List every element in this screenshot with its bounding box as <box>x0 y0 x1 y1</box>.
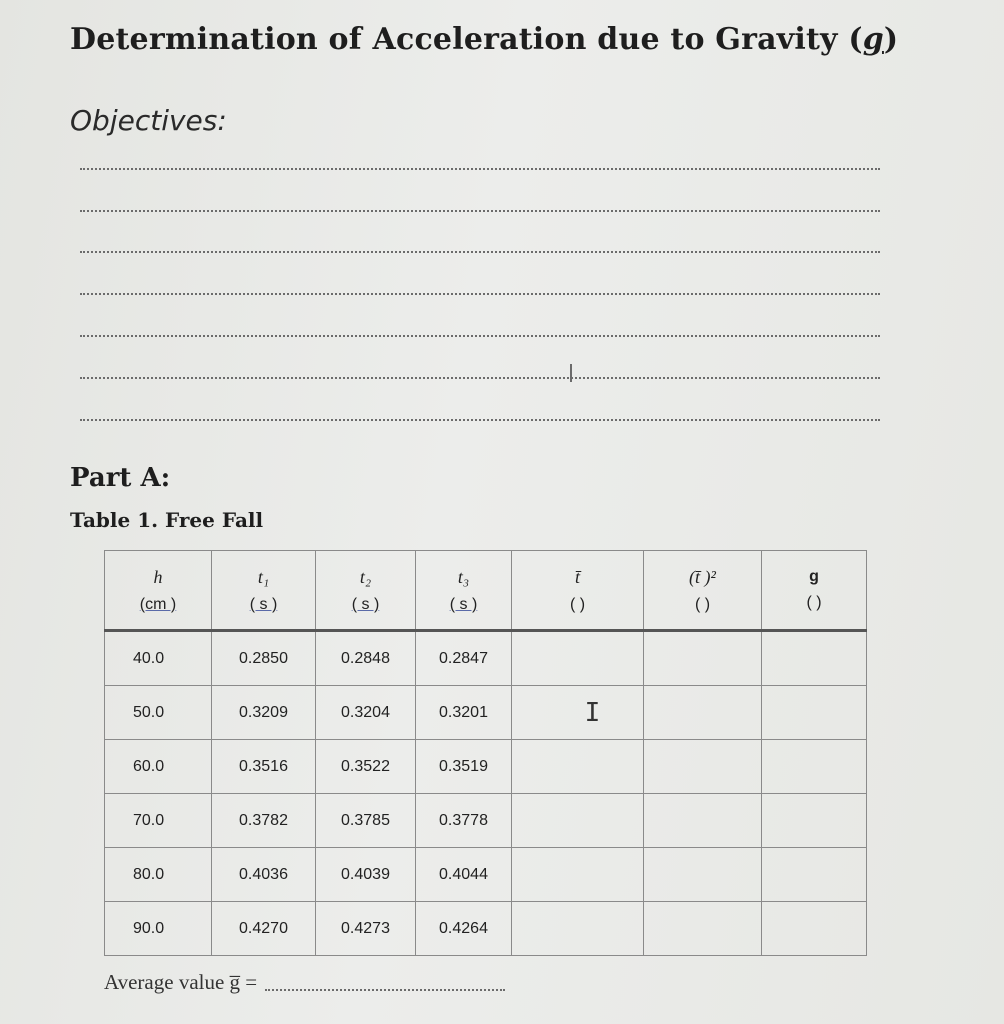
cell-g[interactable] <box>762 686 867 740</box>
cell-t-mean-squared[interactable] <box>644 740 762 794</box>
table-row <box>105 631 867 686</box>
table-row <box>105 902 867 956</box>
cell-t3: 0.3201 <box>416 686 512 740</box>
cell-g[interactable] <box>762 848 867 902</box>
cell-t1: 0.2850 <box>212 631 316 686</box>
cell-t-mean-squared[interactable] <box>644 794 762 848</box>
cell-t-mean-squared[interactable] <box>644 686 762 740</box>
cell-t-mean[interactable] <box>512 740 644 794</box>
table-caption: Table 1. Free Fall <box>70 508 264 532</box>
objectives-line-4 <box>80 293 880 295</box>
text-cursor-icon: I <box>584 697 601 728</box>
objectives-heading: Objectives: <box>70 104 227 137</box>
cell-t-mean-squared[interactable] <box>644 848 762 902</box>
cell-g[interactable] <box>762 631 867 686</box>
cell-t-mean-squared[interactable] <box>644 902 762 956</box>
cell-t2: 0.2848 <box>316 631 416 686</box>
cell-t2: 0.4273 <box>316 902 416 956</box>
table-row <box>105 686 867 740</box>
cell-t3: 0.2847 <box>416 631 512 686</box>
section-heading-part-a: Part A: <box>70 463 171 493</box>
header-h: h (cm ) <box>105 551 212 631</box>
table-row <box>105 794 867 848</box>
cell-t1: 0.3209 <box>212 686 316 740</box>
pen-mark <box>570 364 572 382</box>
cell-t-mean[interactable] <box>512 794 644 848</box>
cell-t1: 0.4270 <box>212 902 316 956</box>
objectives-line-5 <box>80 335 880 337</box>
free-fall-table <box>104 550 867 956</box>
cell-t2: 0.4039 <box>316 848 416 902</box>
cell-t-mean[interactable] <box>512 686 644 740</box>
cell-t1: 0.4036 <box>212 848 316 902</box>
header-t-mean-squared: (t̄ )² ( ) <box>644 551 762 631</box>
header-t3: t₃ ( s ) <box>416 551 512 631</box>
objectives-line-2 <box>80 210 880 212</box>
cell-h: 40.0 <box>105 631 212 686</box>
cell-t-mean[interactable] <box>512 631 644 686</box>
objectives-line-7 <box>80 419 880 421</box>
objectives-line-6 <box>80 377 880 379</box>
cell-h: 70.0 <box>105 794 212 848</box>
average-g-line <box>104 970 505 995</box>
cell-t2: 0.3785 <box>316 794 416 848</box>
header-g: g ( ) <box>762 551 867 631</box>
cell-g[interactable] <box>762 902 867 956</box>
cell-t3: 0.3519 <box>416 740 512 794</box>
objectives-line-1 <box>80 168 880 170</box>
cell-t-mean-squared[interactable] <box>644 631 762 686</box>
cell-t1: 0.3782 <box>212 794 316 848</box>
cell-t3: 0.4044 <box>416 848 512 902</box>
table-row <box>105 848 867 902</box>
cell-g[interactable] <box>762 794 867 848</box>
cell-g[interactable] <box>762 740 867 794</box>
table-row <box>105 740 867 794</box>
average-g-answer-blank[interactable] <box>265 989 505 991</box>
objectives-line-3 <box>80 251 880 253</box>
page-title: Determination of Acceleration due to Gravity (g) <box>70 22 899 57</box>
cell-h: 90.0 <box>105 902 212 956</box>
cell-h: 80.0 <box>105 848 212 902</box>
cell-t2: 0.3204 <box>316 686 416 740</box>
cell-t2: 0.3522 <box>316 740 416 794</box>
cell-t3: 0.4264 <box>416 902 512 956</box>
cell-t-mean[interactable] <box>512 902 644 956</box>
header-t1: t₁ ( s ) <box>212 551 316 631</box>
table-header-row <box>105 551 867 631</box>
cell-h: 50.0 <box>105 686 212 740</box>
cell-t1: 0.3516 <box>212 740 316 794</box>
cell-t-mean[interactable] <box>512 848 644 902</box>
average-g-label: Average value g̅ = <box>104 970 258 994</box>
cell-h: 60.0 <box>105 740 212 794</box>
cell-t3: 0.3778 <box>416 794 512 848</box>
header-t-mean: t̄ ( ) <box>512 551 644 631</box>
header-t2: t₂ ( s ) <box>316 551 416 631</box>
